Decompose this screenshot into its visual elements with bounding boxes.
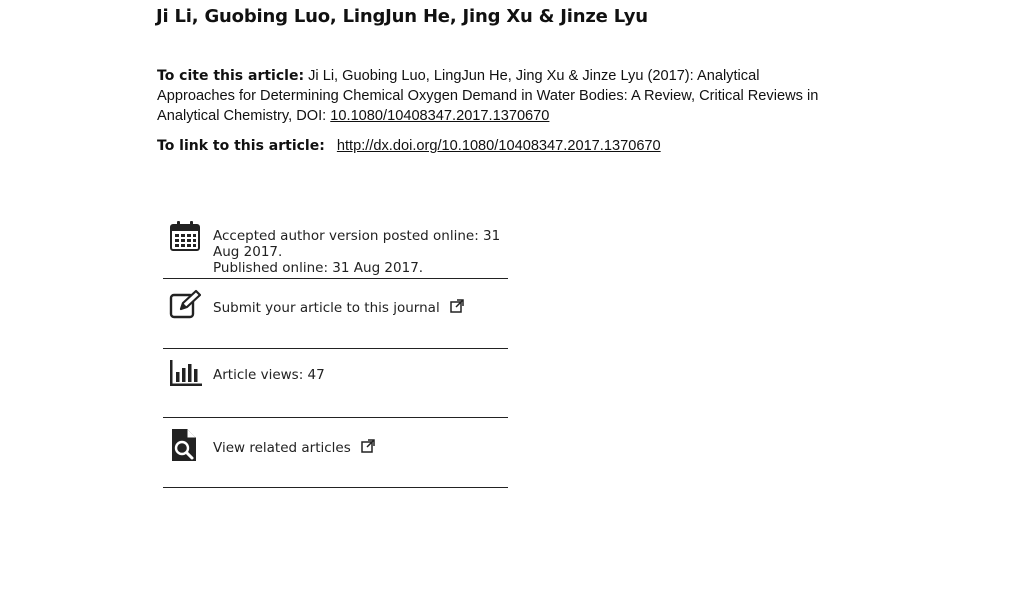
article-link-label: To link to this article: (157, 138, 325, 154)
citation-doi-link[interactable]: 10.1080/10408347.2017.1370670 (330, 108, 550, 124)
article-info-box (163, 216, 508, 488)
citation-block (157, 66, 837, 126)
related-articles-link[interactable] (213, 439, 503, 457)
author-list: Ji Li, Guobing Luo, LingJun He, Jing Xu & Jinze Lyu (156, 6, 648, 27)
publication-dates (213, 228, 503, 276)
citation-label: To cite this article: (157, 68, 305, 84)
external-link-icon (450, 299, 464, 317)
external-link-icon (361, 439, 375, 457)
related-articles-label: View related articles (213, 440, 351, 456)
accepted-date: Accepted author version posted online: 31 Aug 2017. (213, 228, 501, 260)
bar-chart-icon (169, 359, 201, 391)
article-link-block (157, 138, 661, 154)
related-articles-row[interactable] (163, 418, 508, 488)
publication-dates-row (163, 216, 508, 279)
citation-text: Ji Li, Guobing Luo, LingJun He, Jing Xu & Jinze Lyu (2017): Analytical Approaches for Determining Chemical Oxygen Demand in Water Bodies: A Review, Critical Reviews in Analytical Chemistry, DOI: (157, 68, 819, 124)
edit-icon (169, 289, 201, 321)
published-date: Published online: 31 Aug 2017. (213, 260, 424, 276)
article-views: Article views: 47 (213, 367, 325, 383)
calendar-icon (169, 220, 201, 252)
article-views-row (163, 349, 508, 418)
submit-article-row[interactable] (163, 279, 508, 349)
submit-article-link[interactable] (213, 299, 503, 317)
article-doi-url[interactable]: http://dx.doi.org/10.1080/10408347.2017.1370670 (336, 138, 661, 154)
submit-article-label: Submit your article to this journal (213, 300, 440, 316)
search-document-icon (169, 428, 201, 460)
